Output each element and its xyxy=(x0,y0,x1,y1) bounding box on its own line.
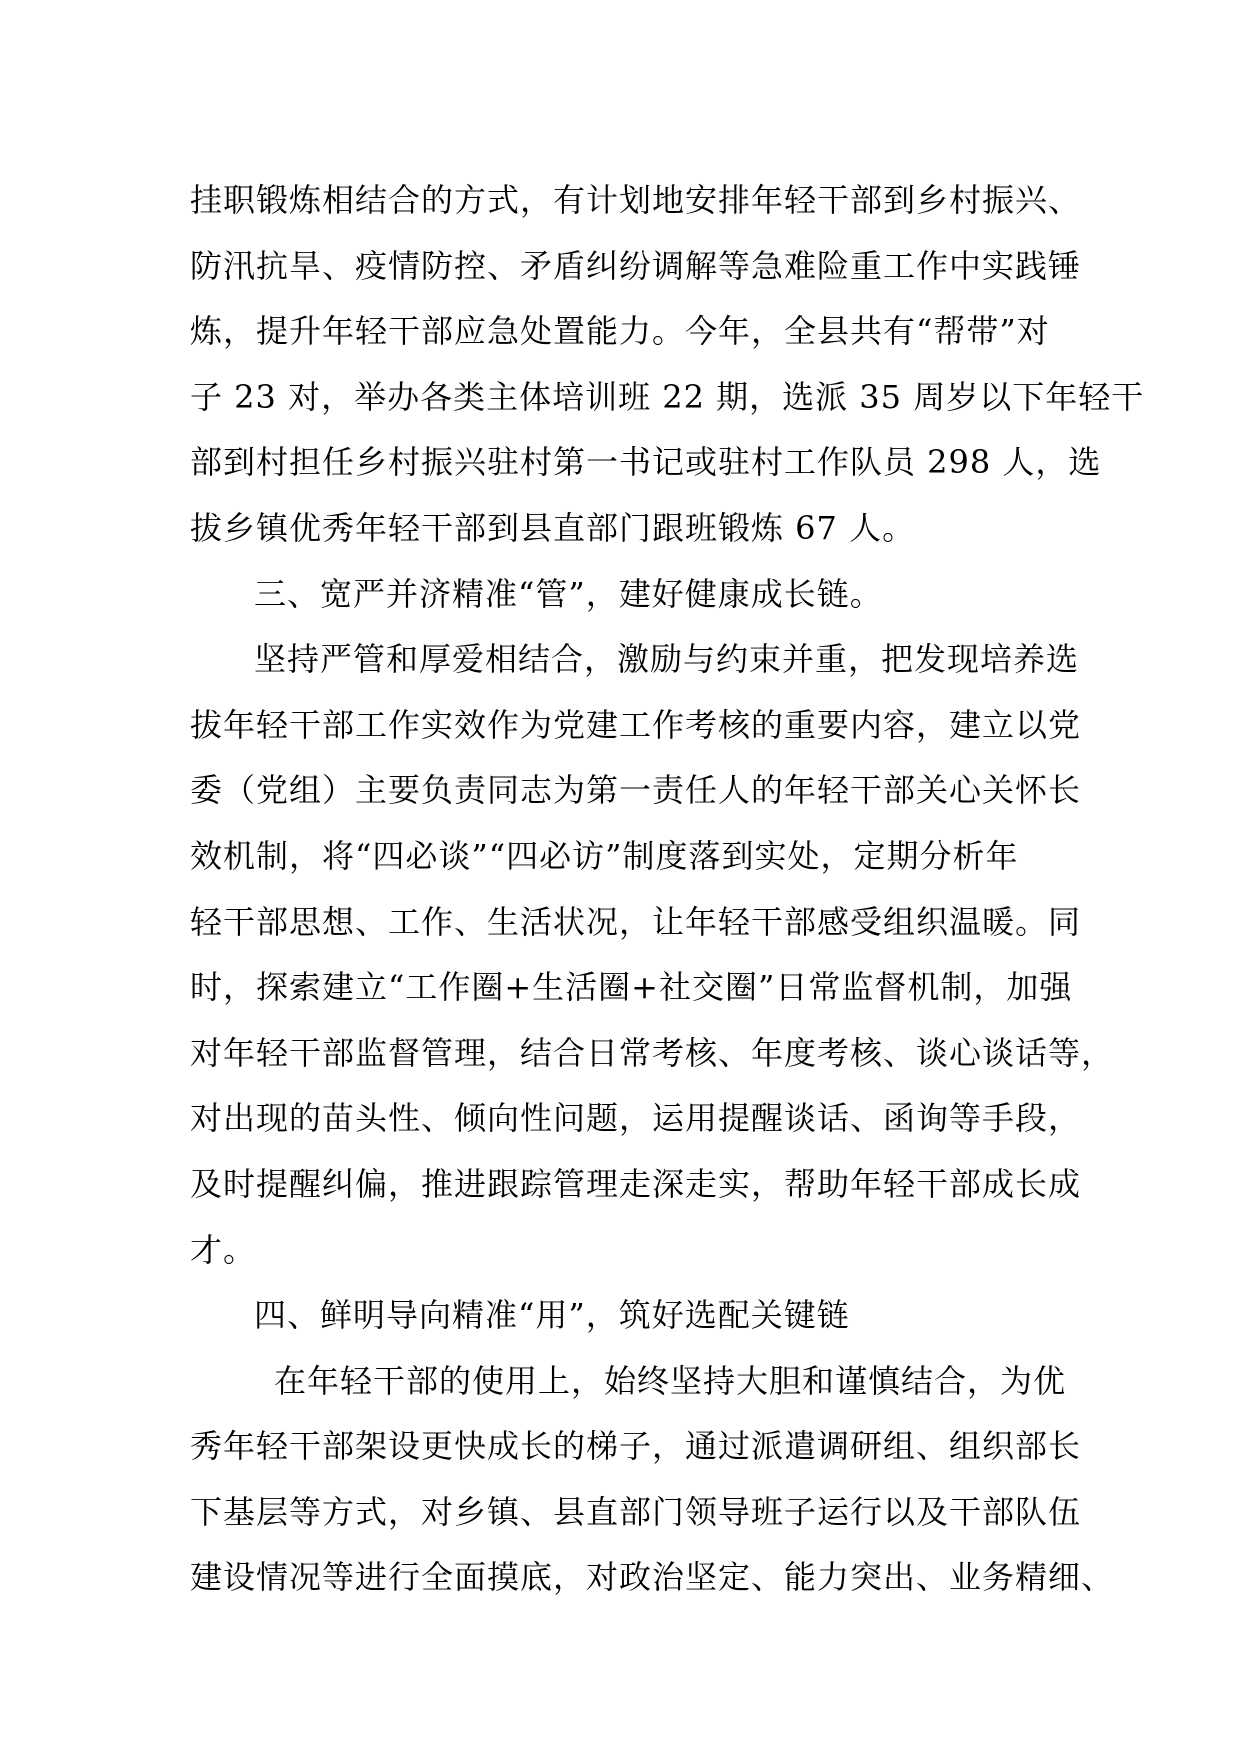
text-line: 坚持严管和厚爱相结合，激励与约束并重，把发现培养选 xyxy=(254,640,1080,679)
text-line: 下基层等方式，对乡镇、县直部门领导班子运行以及干部队伍 xyxy=(190,1492,1082,1531)
body-text xyxy=(190,168,1145,1611)
text-line: 及时提醒纠偏，推进跟踪管理走深走实，帮助年轻干部成长成 xyxy=(190,1164,1082,1203)
text-line: 拔年轻干部工作实效作为党建工作考核的重要内容，建立以党 xyxy=(190,705,1082,744)
text-line: 轻干部思想、工作、生活状况，让年轻干部感受组织温暖。同 xyxy=(190,902,1082,941)
text-line: 委（党组）主要负责同志为第一责任人的年轻干部关心关怀长 xyxy=(190,771,1082,810)
section-heading-4: 四、鲜明导向精准“用”，筑好选配关键链 xyxy=(254,1296,850,1335)
text-line: 对出现的苗头性、倾向性问题，运用提醒谈话、函询等手段， xyxy=(190,1099,1082,1138)
text-line: 效机制，将“四必谈”“四必访”制度落到实处，定期分析年 xyxy=(190,836,1019,875)
text-line: 防汛抗旱、疫情防控、矛盾纠纷调解等急难险重工作中实践锤 xyxy=(190,246,1082,285)
text-line: 对年轻干部监督管理，结合日常考核、年度考核、谈心谈话等， xyxy=(190,1033,1115,1072)
text-line: 建设情况等进行全面摸底，对政治坚定、能力突出、业务精细、 xyxy=(190,1558,1115,1597)
text-line: 在年轻干部的使用上，始终坚持大胆和谨慎结合，为优 xyxy=(274,1361,1067,1400)
text-line: 部到村担任乡村振兴驻村第一书记或驻村工作队员 298 人，选 xyxy=(190,443,1102,482)
text-line: 才。 xyxy=(190,1230,257,1269)
text-line: 子 23 对，举办各类主体培训班 22 期，选派 35 周岁以下年轻干 xyxy=(190,377,1145,416)
text-line: 炼，提升年轻干部应急处置能力。今年，全县共有“帮带”对 xyxy=(190,312,1050,351)
text-line: 秀年轻干部架设更快成长的梯子，通过派遣调研组、组织部长 xyxy=(190,1427,1082,1466)
text-line: 拔乡镇优秀年轻干部到县直部门跟班锻炼 67 人。 xyxy=(190,508,916,547)
text-line: 时，探索建立“工作圈+生活圈+社交圈”日常监督机制，加强 xyxy=(190,968,1073,1007)
section-heading-3: 三、宽严并济精准“管”，建好健康成长链。 xyxy=(254,574,883,613)
text-line: 挂职锻炼相结合的方式，有计划地安排年轻干部到乡村振兴、 xyxy=(190,181,1082,219)
